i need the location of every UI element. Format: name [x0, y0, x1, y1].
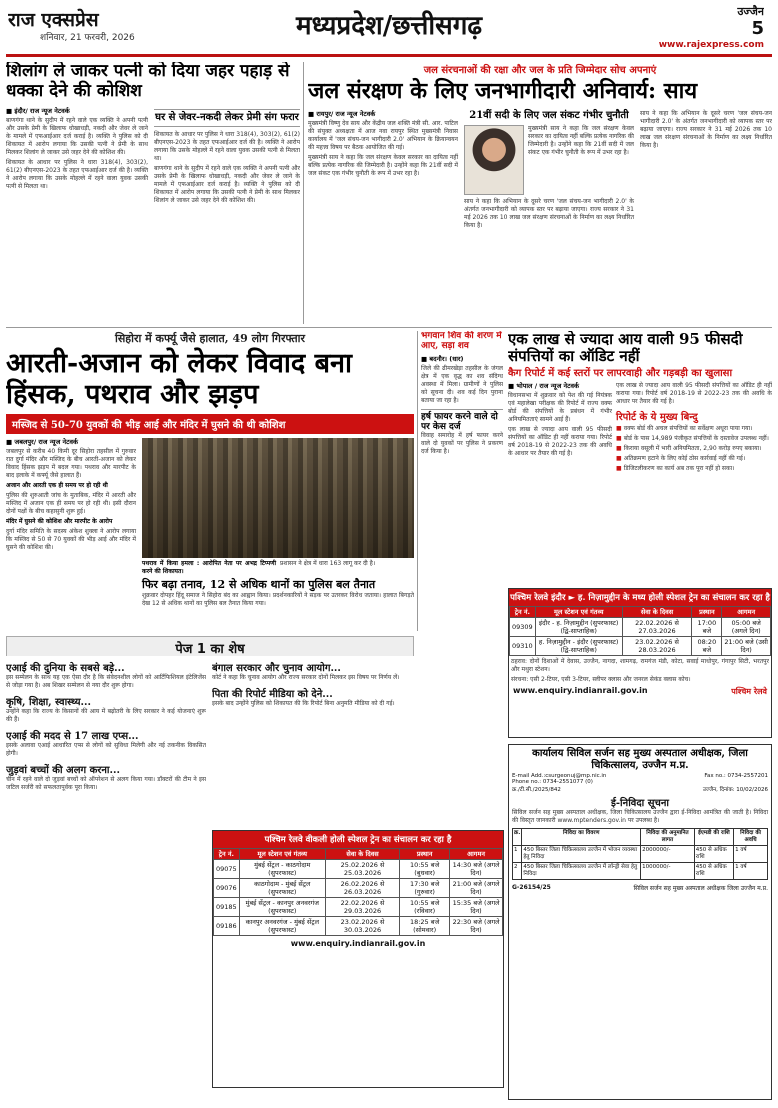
- story-sihora-follow-body: शुक्रवार दोपहर हिंदू समाज ने सिहोरा बंद का आह्वान किया। प्रदर्शनकारियों ने सड़क पर उतरकर विरोध जताया। हालात बिगड़ते देख 12 से अधिक थानों का पुलिस बल तैनात किया गया।: [142, 591, 414, 607]
- story-water-body-box-more: साय ने कहा कि अभियान के दूसरे चरण 'जल संचय-जन भागीदारी 2.0' के अंतर्गत जनभागीदारी को व्यापक स्तर पर बढ़ाया जाएगा। राज्य सरकार ने 31 मई 2026 तक 10 लाख जल संरक्षण संरचनाओं के निर्माण का लक्ष्य निर्धारित किया है।: [464, 197, 634, 229]
- story-shiv-subhead: हर्ष फायर करने वाले दो पर केस दर्ज: [421, 409, 503, 433]
- story-cag: [508, 331, 772, 583]
- story-water: [308, 62, 772, 324]
- rest-item-head: एआई की दुनिया के सबसे बड़े...: [6, 663, 125, 674]
- masthead-rule: [6, 54, 772, 57]
- story-cag-points: [616, 425, 772, 473]
- train-ad-1-header: प्रस्थान: [692, 607, 722, 618]
- story-cag-point: ■ वक्फ बोर्ड की अचल संपत्तियों का सर्वेक्षण अधूरा पाया गया।: [616, 425, 753, 432]
- story-cag-body: विधानसभा में शुक्रवार को पेश की गई नियंत्रक एवं महालेखा परीक्षक की रिपोर्ट में राज्य वक्फ बोर्ड की संपत्तियों के प्रबंधन में गंभीर अनियमितताएं सामने आई हैं।: [508, 392, 612, 423]
- tender-email: E-mail Add.:csurgeonuj@mp.nic.in: [512, 773, 607, 779]
- page1-rest-header: [6, 636, 414, 656]
- train-ad-1-header: सेवा के दिवस: [622, 607, 692, 618]
- rest-item-head: पिता की रिपोर्ट मीडिया को देने...: [212, 689, 333, 700]
- train-ad-2-header: प्रस्थान: [400, 849, 450, 860]
- tender-phone: Phone no.: 0734-2551077 (0): [512, 779, 593, 785]
- section-title: मध्यप्रदेश/छत्तीसगढ़: [296, 11, 482, 41]
- rest-item-text: इसके बाद उन्होंने पुलिस को शिकायत की कि रिपोर्ट बिना अनुमति मीडिया को दी गई।: [212, 700, 395, 707]
- story-shiv-kicker: भगवान शिव की शरण में आए, सड़ा शव: [421, 331, 502, 352]
- sihora-crowd-photo: [142, 438, 414, 558]
- tender-header: निविदा की अनुमानित लागत: [641, 829, 695, 846]
- story-shillong: [6, 62, 300, 324]
- train-ad-2-header: आगमन: [450, 849, 503, 860]
- rest-item-head: कृषि, शिक्षा, स्वास्थ्य...: [6, 697, 91, 708]
- bullet-icon: ■: [616, 425, 624, 432]
- tender-header: ईएमडी की राशि: [694, 829, 733, 846]
- story-water-box-body: मुख्यमंत्री साय ने कहा कि जल संरक्षण केवल सरकार का दायित्व नहीं बल्कि प्रत्येक नागरिक की जिम्मेदारी है। उन्होंने कहा कि 21वीं सदी में जल संकट एक गंभीर चुनौती के रूप में उभर रहा है।: [528, 124, 634, 156]
- train-ad-1-stops: ठहराव: दोनों दिशाओं में देवास, उज्जैन, नागदा, शामगढ़, रामगंज मंडी, कोटा, सवाई माधोपुर, गंगापुर सिटी, भरतपुर और मथुरा स्टेशन।: [511, 658, 769, 673]
- story-shillong-headline: शिलांग ले जाकर पत्नी को दिया जहर पहाड़ से धक्का देने की कोशिश: [6, 62, 290, 101]
- page-number: 5: [751, 18, 764, 39]
- website-url: www.rajexpress.com: [658, 40, 764, 50]
- story-shiv-body: जिले की ढीमरखेड़ा तहसील के जंगल क्षेत्र में एक वृद्ध का शव संदिग्ध अवस्था में मिला। ग्रामीणों ने पुलिस को सूचना दी। शव कई दिन पुराना बताया जा रहा है।: [421, 364, 503, 404]
- tender-fax: Fax no.: 0734-2557201: [704, 773, 768, 779]
- rest-item-head: जुड़वां बच्चों की अलग करना...: [6, 765, 120, 776]
- story-sihora-follow-headline: फिर बढ़ा तनाव, 12 से अधिक थानों का पुलिस बल तैनात: [142, 578, 376, 592]
- story-sihora-kicker: सिहोरा में कर्फ्यू जैसे हालात, 49 लोग गिरफ्तार: [114, 332, 306, 345]
- tender-header: निविदा का विवरण: [522, 829, 641, 846]
- table-row: 09185 मुंबई सेंट्रल - कानपुर अनवरगंज (सुपरफास्ट) 22.02.2026 से 29.03.2026 10:55 बजे (रविवार) 15:35 बजे (अगले दिन): [214, 898, 503, 917]
- chief-minister-photo: [464, 125, 524, 195]
- table-row: 2 450 बिस्तर जिला चिकित्सालय उज्जैन में लॉन्ड्री सेवा हेतु निविदा 1000000/- 450 से अधिक राशि 1 वर्ष: [513, 863, 768, 880]
- story-water-kicker: जल संरचनाओं की रक्षा और जल के प्रति जिम्मेदार सोच अपनाएं: [423, 65, 657, 76]
- story-sihora: [6, 331, 414, 631]
- tender-notice: [508, 744, 772, 1100]
- tender-signature: सिविल सर्जन सह मुख्य अस्पताल अधीक्षक जिला उज्जैन म.प्र.: [633, 885, 768, 892]
- rest-item-text: इसके अलावा एआई आधारित एप्स से लोगों को सुविधा मिलेगी और नई तकनीक विकसित होगी।: [6, 742, 206, 757]
- story-cag-byline: ■ भोपाल / राज न्यूज नेटवर्क: [508, 382, 580, 390]
- train-ad-1-table: [509, 606, 771, 656]
- rest-item-text: इस सम्मेलन के साथ यह एक ऐसा दौर है कि संवेदनशील लोगों को आर्टिफिशियल इंटेलिजेंस से जोड़ा गया है। अब शिखर सम्मेलन से नया दौर शुरू होगा।: [6, 674, 206, 689]
- story-cag-point: ■ अतिक्रमण हटाने के लिए कोई ठोस कार्रवाई नहीं की गई।: [616, 455, 746, 462]
- story-shillong-body2: शिकायत के आधार पर पुलिस ने धारा 318(4), 303(2), 61(2) बीएनएस-2023 के तहत एफआईआर दर्ज की है। व्यक्ति ने आरोप लगाया कि उसके मोहल्ले में रहने वाला युवक उसकी पत्नी से मिलता था।: [154, 130, 300, 162]
- story-sihora-body2: पुलिस की शुरुआती जांच के मुताबिक, मंदिर में आरती और मस्जिद में अजान एक ही समय पर हो रही थी। इसी दौरान दोनों पक्षों के बीच कहासुनी शुरू हुई।: [6, 492, 136, 516]
- train-ad-weekly-holi: [212, 830, 504, 1088]
- bullet-icon: ■: [616, 445, 624, 452]
- table-row: 1 450 बिस्तर जिला चिकित्सालय उज्जैन में भोजन व्यवस्था हेतु निविदा 2000000/- 450 से अधिक राशि 1 वर्ष: [513, 846, 768, 863]
- western-railway-logo: पश्चिम रेलवे: [731, 687, 767, 696]
- story-shillong-byline: ■ इंदौर/ राज न्यूज नेटवर्क: [6, 107, 70, 116]
- train-ad-2-header: मूल स्टेशन एवं गंतव्य: [239, 849, 325, 860]
- story-sihora-sub1: अजान और आरती एक ही समय पर हो रही थी: [6, 482, 108, 490]
- train-ad-indore-nizamuddin: [508, 588, 772, 738]
- story-water-body: मुख्यमंत्री विष्णु देव साय और केंद्रीय जल शक्ति मंत्री सी. आर. पाटिल की संयुक्त अध्यक्षता में आज नवा रायपुर स्थित मुख्यमंत्री निवास कार्यालय में 'जल संचय-जन भागीदारी 2.0' अभियान के क्रियान्वयन की महत्त्व विषय पर बैठक आयोजित की गई।: [308, 120, 458, 152]
- story-shillong-body-more: बाणगंगा थाने के सुदीप में रहने वाले एक व्यक्ति ने अपनी पत्नी और उसके प्रेमी के खिलाफ धोखाधड़ी, नकदी और जेवर ले जाने के मामले में एफआईआर दर्ज कराई है। व्यक्ति ने पुलिस को दी शिकायत में आरोप लगाया कि उसकी पत्नी ने प्रेमी के साथ मिलकर शिलांग ले जाकर उसे जहर देने की कोशिश की।: [154, 164, 300, 204]
- train-ad-1-composition: संरचना: एसी 2-टियर, एसी 3-टियर, स्लीपर क्लास और जनरल सेकंड क्लास कोच।: [511, 676, 691, 683]
- story-sihora-sub2: मंदिर में घुसने की कोशिश और मारपीट के आरोप: [6, 518, 113, 526]
- table-row: 09186 कानपुर अनवरगंज - मुंबई सेंट्रल (सुपरफास्ट) 23.02.2026 से 30.03.2026 18:25 बजे (सोमवार) 22:30 बजे (अगले दिन): [214, 917, 503, 936]
- story-cag-points-title: रिपोर्ट के ये मुख्य बिन्दु: [616, 412, 698, 423]
- train-ad-1-header: आगमन: [722, 607, 771, 618]
- train-ad-2-title: पश्चिम रेलवे वीकली होली स्पेशल ट्रेन का संचालन कर रहा है: [213, 831, 503, 848]
- story-cag-body2: एक लाख से ज्यादा आय वाली 95 फीसदी संपत्तियों का ऑडिट ही नहीं कराया गया। रिपोर्ट वर्ष 2018-19 से 2022-23 तक की अवधि के आधार पर तैयार की गई है।: [508, 426, 612, 457]
- tender-header: निविदा की अवधि: [734, 829, 768, 846]
- story-cag-point: ■ डिजिटलीकरण का कार्य अब तक पूरा नहीं हो सका।: [616, 465, 735, 472]
- edition-city: उज्जैन: [737, 5, 764, 18]
- tender-table: [512, 828, 768, 880]
- story-cag-point: ■ बोर्ड के पास 14,989 पंजीकृत संपत्तियों के दस्तावेज उपलब्ध नहीं।: [616, 435, 769, 442]
- table-row: 09075 मुंबई सेंट्रल - काठगोदाम (सुपरफास्ट) 25.02.2026 से 25.03.2026 10:55 बजे (बुधवार) 14:30 बजे (अगले दिन): [214, 860, 503, 879]
- train-ad-1-title: पश्चिम रेलवे इंदौर ► ह. निज़ामुद्दीन के मध्य होली स्पेशल ट्रेन का संचालन कर रहा है: [509, 589, 771, 606]
- table-row: 09076 काठगोदाम - मुंबई सेंट्रल (सुपरफास्ट) 26.02.2026 से 26.03.2026 17:30 बजे (गुरुवार) 21:00 बजे (अगले दिन): [214, 879, 503, 898]
- train-ad-1-booking-url[interactable]: www.enquiry.indianrail.gov.in: [513, 686, 648, 695]
- bullet-icon: ■: [616, 465, 624, 472]
- story-water-body-extra: मुख्यमंत्री साय ने कहा कि जल संरक्षण केवल सरकार का दायित्व नहीं बल्कि प्रत्येक नागरिक की जिम्मेदारी है। उन्होंने कहा कि 21वीं सदी में जल संकट एक गंभीर चुनौती के रूप में उभर रहा है।: [308, 154, 458, 178]
- story-cag-subhead: कैग रिपोर्ट में कई स्तरों पर लापरवाही और गड़बड़ी का खुलासा: [508, 367, 733, 379]
- issue-date: शनिवार, 21 फरवरी, 2026: [40, 33, 135, 43]
- story-cag-body-side: एक लाख से ज्यादा आय वाली 95 फीसदी संपत्तियों का ऑडिट ही नहीं कराया गया। रिपोर्ट वर्ष 2018-19 से 2022-23 तक की अवधि के आधार पर तैयार की गई है।: [616, 382, 772, 405]
- story-shiv-body2: विवाह समारोह में हर्ष फायर करने वाले दो युवकों पर पुलिस ने प्रकरण दर्ज किया है।: [421, 432, 503, 456]
- train-ad-2-table: [213, 848, 503, 936]
- story-water-headline: जल संरक्षण के लिए जनभागीदारी अनिवार्य: साय: [308, 78, 698, 104]
- story-water-byline: ■ रायपुर/ राज न्यूज नेटवर्क: [308, 110, 376, 119]
- story-shillong-body: बाणगंगा थाने के सुदीप में रहने वाले एक व्यक्ति ने अपनी पत्नी और उसके प्रेमी के खिलाफ धोखाधड़ी, नकदी और जेवर ले जाने के मामले में एफआईआर दर्ज कराई है। व्यक्ति ने पुलिस को दी शिकायत में आरोप लगाया कि उसकी पत्नी ने प्रेमी के साथ मिलकर शिलांग ले जाकर उसे जहर देने की कोशिश की।: [6, 117, 148, 157]
- column-divider: [303, 62, 304, 324]
- tender-code: G-26154/25: [512, 884, 551, 891]
- page1-rest-title: पेज 1 का शेष: [6, 636, 414, 656]
- story-water-body3: साय ने कहा कि अभियान के दूसरे चरण 'जल संचय-जन भागीदारी 2.0' के अंतर्गत जनभागीदारी को व्यापक स्तर पर बढ़ाया जाएगा। राज्य सरकार ने 31 मई 2026 तक 10 लाख जल संरक्षण संरचनाओं के निर्माण का लक्ष्य निर्धारित किया है।: [640, 110, 772, 150]
- story-shiv-byline: ■ बदनौर। (धार): [421, 354, 464, 363]
- story-shiv: [421, 331, 503, 631]
- newspaper-brand: राज एक्सप्रेस: [8, 9, 99, 31]
- tender-date: उज्जैन, दिनांक: 10/02/2026: [702, 787, 768, 793]
- column-divider: [417, 331, 418, 631]
- train-ad-1-header: ट्रेन नं.: [510, 607, 536, 618]
- story-shillong-subhead: घर से जेवर-नकदी लेकर प्रेमी संग फरार: [154, 109, 300, 127]
- tender-ref: क्र./टी.सी./2025/842: [512, 787, 561, 793]
- table-row: 09310 ह. निज़ामुद्दीन - इंदौर (सुपरफास्ट) (द्वि-साप्ताहिक) 23.02.2026 से 28.03.2026 08:20 बजे 21:00 बजे (उसी दिन): [510, 637, 771, 656]
- train-ad-1-header: मूल स्टेशन एवं गंतव्य: [535, 607, 622, 618]
- tender-notice-title: ई-निविदा सूचना: [611, 798, 669, 809]
- story-sihora-body: जबलपुर से करीब 40 किमी दूर सिहोरा तहसील में गुरुवार रात दुर्गा मंदिर और मस्जिद के बीच आरती-अजान को लेकर विवाद हिंसक झड़प में बदल गया। पथराव और मारपीट के बाद इलाके में कर्फ्यू जैसे हालात हैं।: [6, 448, 136, 480]
- sihora-photo-caption-1: पथराव में किया हमला : आरोपित नेता पर अभद्र टिप्पणी करने की शिकायत।: [142, 560, 276, 576]
- rest-item-head: एआई की मदद से 17 लाख एप्स...: [6, 731, 139, 742]
- row-divider: [6, 327, 772, 328]
- tender-header: क्र.: [513, 829, 522, 846]
- story-sihora-band: मस्जिद से 50-70 युवकों की भीड़ आई और मंदिर में घुसने की थी कोशिश: [6, 414, 414, 434]
- train-ad-2-booking-url[interactable]: www.enquiry.indianrail.gov.in: [290, 939, 426, 948]
- sihora-photo-caption-2: प्रशासन ने क्षेत्र में धारा 163 लागू कर दी है।: [280, 560, 376, 568]
- rest-item-text: कोर्ट ने कहा कि चुनाव आयोग और राज्य सरकार दोनों मिलकर इस विषय पर निर्णय लें।: [212, 674, 400, 681]
- train-ad-2-header: सेवा के दिवस: [325, 849, 399, 860]
- rest-item-head: बंगाल सरकार और चुनाव आयोग...: [212, 663, 341, 674]
- story-sihora-byline: ■ जबलपुर/ राज न्यूज नेटवर्क: [6, 438, 79, 447]
- story-cag-point: ■ किराया वसूली में भारी अनियमितता, 2,90 करोड़ रुपए बकाया।: [616, 445, 762, 452]
- story-water-box-title: 21वीं सदी के लिए जल संकट गंभीर चुनौती: [469, 110, 629, 122]
- story-shillong-body-repeat: शिकायत के आधार पर पुलिस ने धारा 318(4), 303(2), 61(2) बीएनएस-2023 के तहत एफआईआर दर्ज की है। व्यक्ति ने आरोप लगाया कि उसके मोहल्ले में रहने वाला युवक उसकी पत्नी से मिलता था।: [6, 159, 148, 191]
- tender-notice-body: सिविल सर्जन सह मुख्य अस्पताल अधीक्षक, जिला चिकित्सालय उज्जैन द्वारा ई-निविदा आमंत्रित की जाती है। निविदा की विस्तृत जानकारी www.mptenders.gov.in पर उपलब्ध है।: [512, 809, 768, 824]
- page1-rest-col-b: [212, 660, 412, 800]
- page1-rest-col-a: [6, 660, 206, 1100]
- story-sihora-body3: दुर्गा मंदिर समिति के सदस्य अंकेश शुक्ला ने आरोप लगाया कि मस्जिद से 50 से 70 युवकों की भीड़ आई और मंदिर में घुसने की कोशिश की।: [6, 528, 136, 552]
- rest-item-text: उन्होंने कहा कि राज्य के किसानों की आय में बढ़ोतरी के लिए सरकार ने कई योजनाएं शुरू की हैं।: [6, 708, 206, 723]
- bullet-icon: ■: [616, 455, 624, 462]
- train-ad-2-header: ट्रेन नं.: [214, 849, 240, 860]
- story-sihora-headline: आरती-अजान को लेकर विवाद बना हिंसक, पथराव और झड़प: [6, 348, 353, 411]
- rest-item-text: चीन में रहने वाले दो जुड़वां बच्चों को ऑपरेशन से अलग किया गया। डॉक्टरों की टीम ने इस जटिल सर्जरी को सफलतापूर्वक पूरा किया।: [6, 776, 206, 791]
- table-row: 09309 इंदौर - ह. निज़ामुद्दीन (सुपरफास्ट) (द्वि-साप्ताहिक) 22.02.2026 से 27.03.2026 17:00 बजे 05:00 बजे (अगले दिन): [510, 618, 771, 637]
- bullet-icon: ■: [616, 435, 624, 442]
- story-cag-headline: एक लाख से ज्यादा आय वाली 95 फीसदी संपत्तियों का ऑडिट नहीं: [508, 331, 743, 366]
- tender-office-title: कार्यालय सिविल सर्जन सह मुख्य अस्पताल अधीक्षक, जिला चिकित्सालय, उज्जैन म.प्र.: [532, 748, 748, 771]
